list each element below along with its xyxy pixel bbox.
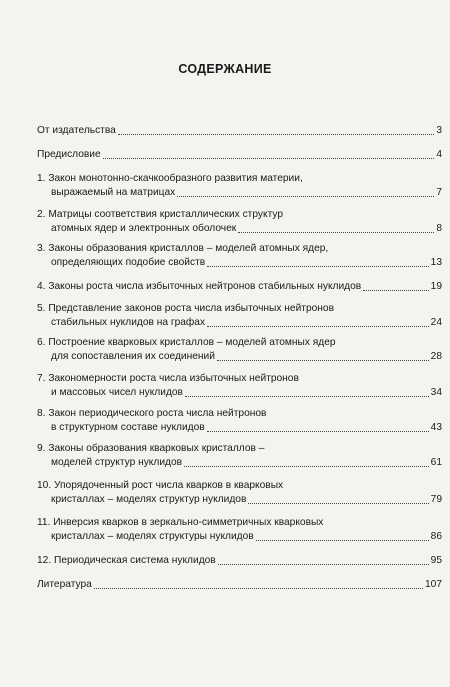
toc-entry — [37, 208, 442, 236]
toc-entry — [37, 516, 442, 544]
leader-dots — [207, 430, 429, 432]
toc-entry — [37, 554, 442, 568]
toc-entry — [37, 302, 442, 330]
toc-page-number: 107 — [425, 579, 442, 590]
leader-dots — [118, 133, 435, 135]
leader-dots — [184, 465, 429, 467]
toc-entry-title: Предисловие — [37, 149, 101, 160]
leader-dots — [103, 157, 435, 159]
toc-entry-title: 4. Законы роста числа избыточных нейтронов стабильных нуклидов — [37, 281, 362, 292]
leader-dots — [207, 325, 429, 327]
toc-entry-title: 3. Законы образования кристаллов – моделей атомных ядер, — [37, 243, 329, 254]
toc-entry-title-cont: стабильных нуклидов на графах — [51, 317, 206, 328]
toc-page-number: 34 — [430, 387, 442, 398]
leader-dots — [94, 587, 423, 589]
toc-entry-title: От издательства — [37, 125, 116, 136]
toc-entry-title-cont: для сопоставления их соединений — [51, 351, 215, 362]
toc-entry — [37, 442, 442, 470]
toc-page-number: 28 — [430, 351, 442, 362]
toc-entry-title-cont: в структурном составе нуклидов — [51, 422, 205, 433]
leader-dots — [207, 265, 428, 267]
toc-entry-title: 7. Закономерности роста числа избыточных нейтронов — [37, 373, 299, 384]
toc-entry-title-cont: кристаллах – моделях структур нуклидов — [51, 494, 247, 505]
leader-dots — [217, 359, 429, 361]
toc-entry — [37, 124, 442, 138]
toc-page-number: 13 — [430, 257, 442, 268]
toc-page-number: 4 — [436, 149, 442, 160]
toc-entry-title: 9. Законы образования кварковых кристаллов – — [37, 443, 265, 454]
leader-dots — [363, 289, 428, 291]
toc-page-number: 3 — [436, 125, 442, 136]
toc-page-number: 19 — [430, 281, 442, 292]
toc-entry-title-cont: и массовых чисел нуклидов — [51, 387, 183, 398]
toc-entry-title: 10. Упорядоченный рост числа кварков в кварковых — [37, 480, 284, 491]
toc-entry-title: 6. Построение кварковых кристаллов – моделей атомных ядер — [37, 337, 336, 348]
toc-entry — [37, 336, 442, 364]
leader-dots — [177, 195, 434, 197]
toc-page-number: 79 — [430, 494, 442, 505]
toc-entry — [37, 578, 442, 592]
toc-entry — [37, 407, 442, 435]
toc-page-number: 24 — [430, 317, 442, 328]
toc-entry-title-cont: атомных ядер и электронных оболочек — [51, 223, 237, 234]
toc-entry-title: 12. Периодическая система нуклидов — [37, 555, 216, 566]
toc-entry — [37, 479, 442, 507]
leader-dots — [248, 502, 428, 504]
toc-entry-title: 1. Закон монотонно-скачкообразного развития материи, — [37, 173, 303, 184]
toc-entry — [37, 172, 442, 200]
toc-entry-title: Литература — [37, 579, 92, 590]
toc-page-number: 43 — [430, 422, 442, 433]
leader-dots — [218, 563, 429, 565]
toc-entry — [37, 372, 442, 400]
page-title: СОДЕРЖАНИЕ — [178, 62, 272, 76]
toc-page-number: 95 — [430, 555, 442, 566]
leader-dots — [238, 231, 434, 233]
toc-entry-title: 11. Инверсия кварков в зеркально-симметричных кварковых — [37, 517, 324, 528]
leader-dots — [185, 395, 429, 397]
toc-entry-title: 2. Матрицы соответствия кристаллических структур — [37, 209, 283, 220]
toc-entry-title-cont: выражаемый на матрицах — [51, 187, 176, 198]
toc-entry-title-cont: моделей структур нуклидов — [51, 457, 183, 468]
toc-page-number: 86 — [430, 531, 442, 542]
toc-page-number: 7 — [436, 187, 442, 198]
leader-dots — [256, 539, 429, 541]
toc-entry-title: 8. Закон периодического роста числа нейтронов — [37, 408, 267, 419]
toc-entry — [37, 242, 442, 270]
toc-page-number: 61 — [430, 457, 442, 468]
toc-entry-title: 5. Представление законов роста числа избыточных нейтронов — [37, 303, 334, 314]
toc-entry-title-cont: определяющих подобие свойств — [51, 257, 206, 268]
toc-entry — [37, 148, 442, 162]
toc-entry — [37, 280, 442, 294]
toc-page-number: 8 — [436, 223, 442, 234]
toc-entry-title-cont: кристаллах – моделях структуры нуклидов — [51, 531, 254, 542]
